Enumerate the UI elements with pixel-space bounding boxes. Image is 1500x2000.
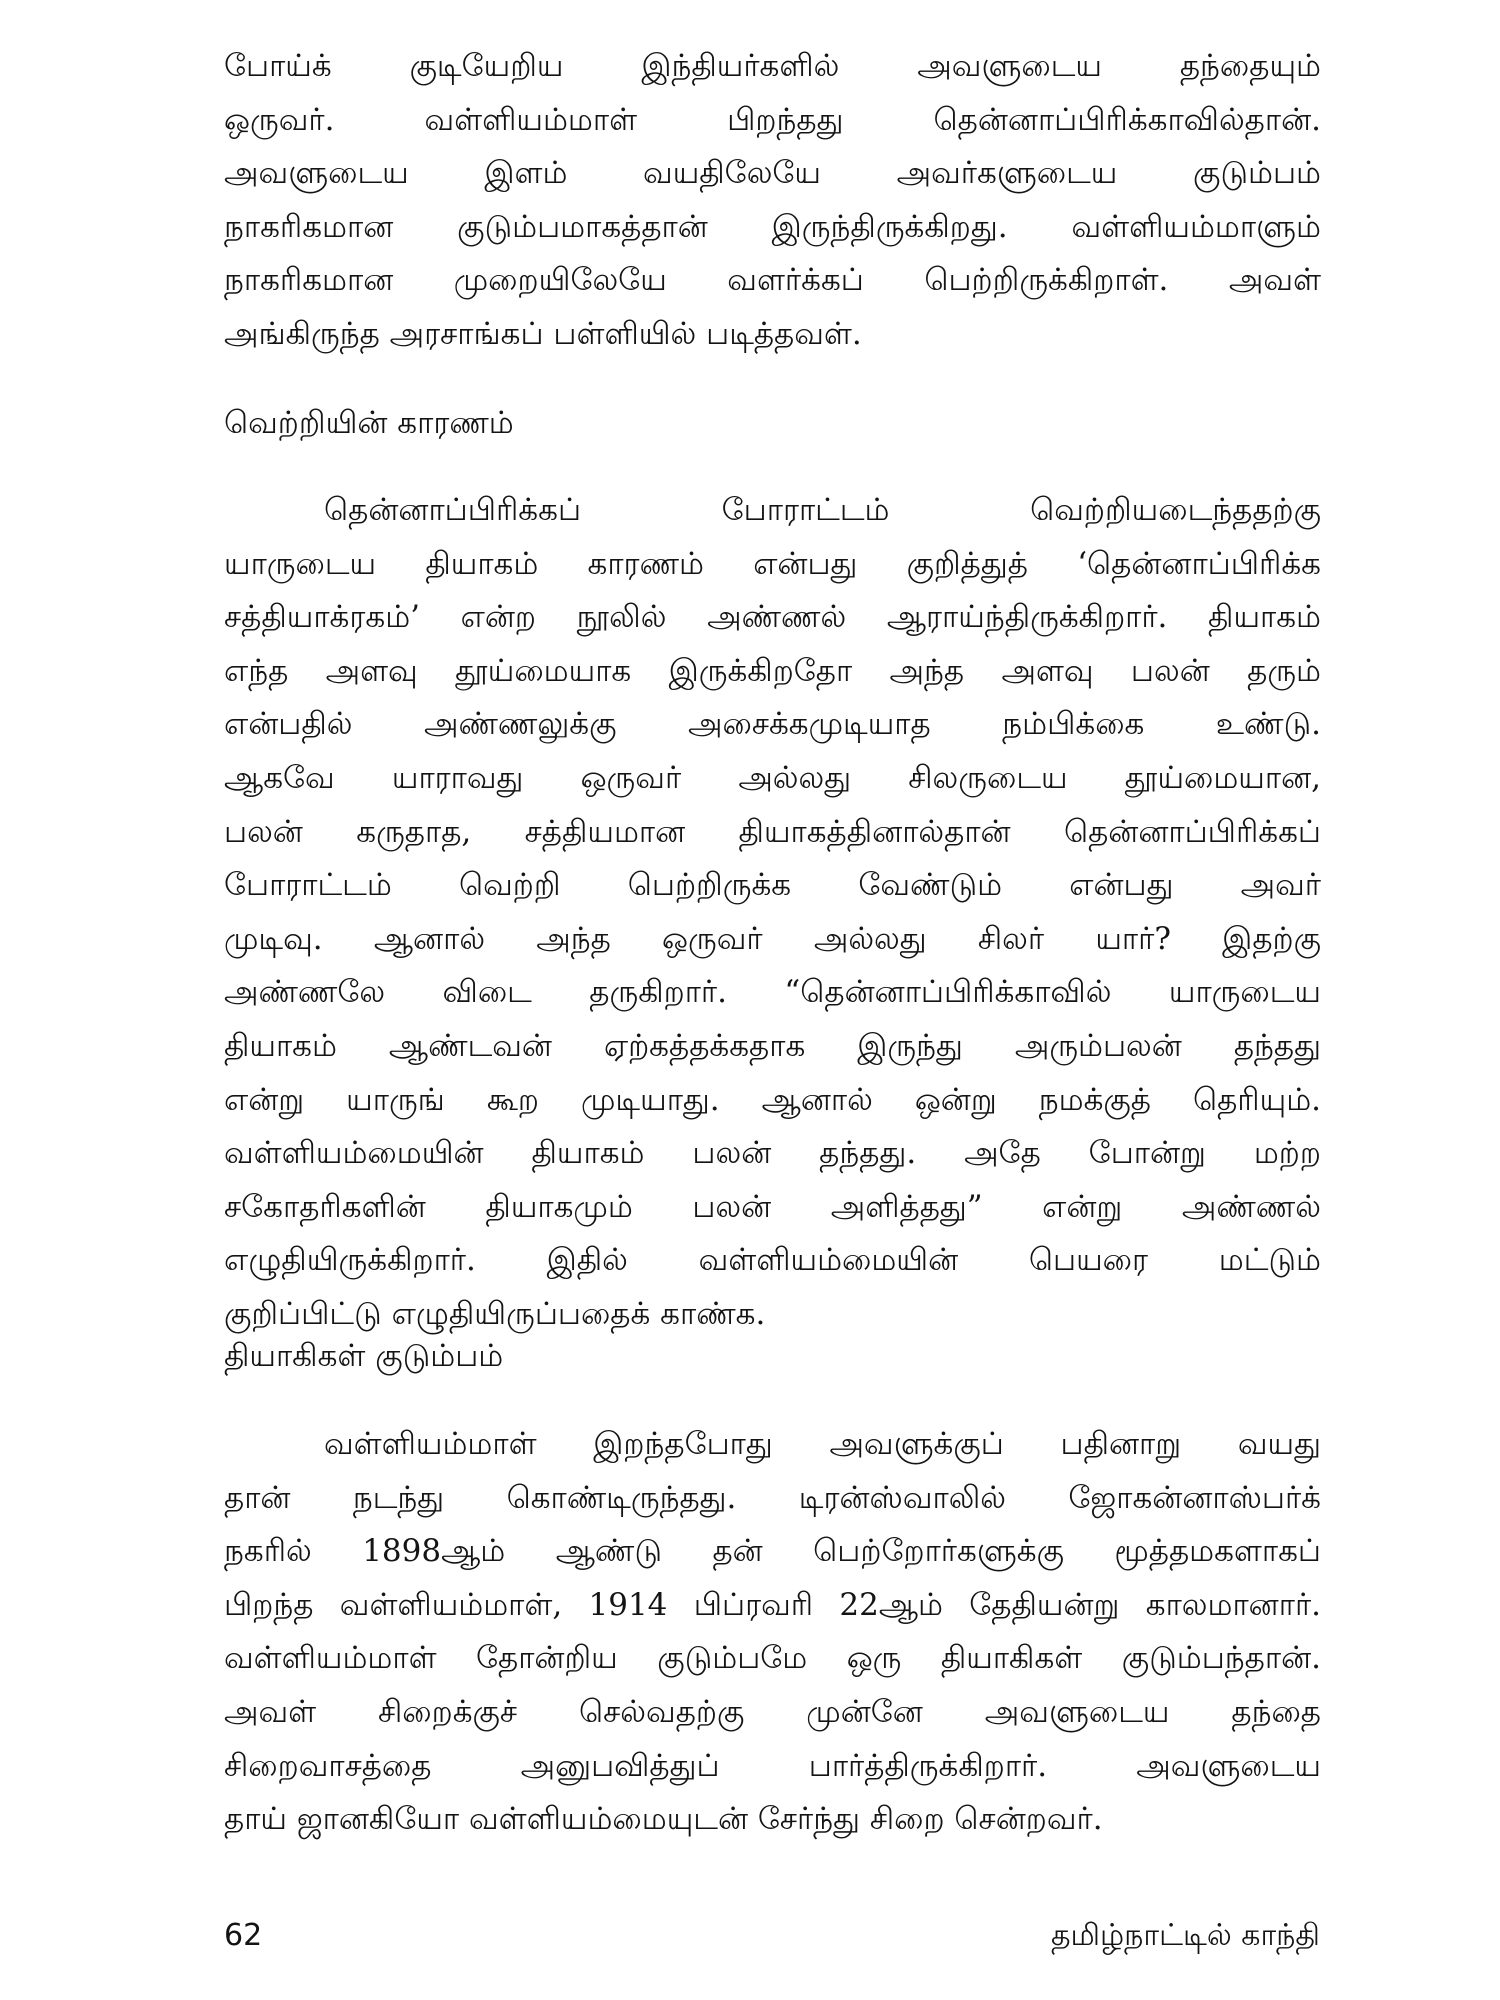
text-line: என்பதில் அண்ணலுக்கு அசைக்கமுடியாத நம்பிக்கை உண்டு. [224, 706, 1321, 743]
paragraph-family-of-martyrs [224, 1418, 1321, 1847]
text-line: அவள் சிறைக்குச் செல்வதற்கு முன்னே அவளுடைய தந்தை [224, 1693, 1321, 1730]
text-line: முடிவு. ஆனால் அந்த ஒருவர் அல்லது சிலர் யார்? இதற்கு [224, 920, 1321, 957]
text-line: அண்ணலே விடை தருகிறார். “தென்னாப்பிரிக்காவில் யாருடைய [224, 974, 1321, 1011]
text-line: ஒருவர். வள்ளியம்மாள் பிறந்தது தென்னாப்பிரிக்காவில்தான். [224, 101, 1321, 138]
text-line: போராட்டம் வெற்றி பெற்றிருக்க வேண்டும் என்பது அவர் [224, 867, 1321, 904]
text-line: சத்தியாக்ரகம்’ என்ற நூலில் அண்ணல் ஆராய்ந்திருக்கிறார். தியாகம் [224, 599, 1321, 636]
paragraph-intro [224, 40, 1321, 362]
text-line: யாருடைய தியாகம் காரணம் என்பது குறித்துத் ‘தென்னாப்பிரிக்க [224, 545, 1321, 582]
text-line: வள்ளியம்மையின் தியாகம் பலன் தந்தது. அதே போன்று மற்ற [224, 1135, 1321, 1172]
text-line: வள்ளியம்மாள் தோன்றிய குடும்பமே ஒரு தியாகிகள் குடும்பந்தான். [224, 1640, 1321, 1677]
text-line: தென்னாப்பிரிக்கப் போராட்டம் வெற்றியடைந்ததற்கு [324, 492, 1321, 528]
text-line: நாகரிகமான முறையிலேயே வளர்க்கப் பெற்றிருக்கிறாள். அவள் [224, 262, 1321, 299]
text-line: எந்த அளவு தூய்மையாக இருக்கிறதோ அந்த அளவு பலன் தரும் [224, 652, 1321, 689]
paragraph-reason-for-victory [224, 484, 1321, 1342]
book-title-footer: தமிழ்நாட்டில் காந்தி [1050, 1918, 1320, 1953]
text-line: அங்கிருந்த அரசாங்கப் பள்ளியில் படித்தவள். [224, 315, 862, 352]
text-line: நகரில் 1898ஆம் ஆண்டு தன் பெற்றோர்களுக்கு மூத்தமகளாகப் [224, 1533, 1321, 1570]
section-heading-reason-for-victory: வெற்றியின் காரணம் [224, 405, 514, 441]
text-line: சகோதரிகளின் தியாகமும் பலன் அளித்தது” என்று அண்ணல் [224, 1188, 1321, 1225]
text-line: வள்ளியம்மாள் இறந்தபோது அவளுக்குப் பதினாறு வயது [324, 1426, 1321, 1462]
text-line: எழுதியிருக்கிறார். இதில் வள்ளியம்மையின் பெயரை மட்டும் [224, 1242, 1321, 1279]
text-line: ஆகவே யாராவது ஒருவர் அல்லது சிலருடைய தூய்மையான, [224, 759, 1321, 796]
text-line: தான் நடந்து கொண்டிருந்தது. டிரன்ஸ்வாலில் ஜோகன்னாஸ்பர்க் [224, 1479, 1321, 1516]
text-line: பிறந்த வள்ளியம்மாள், 1914 பிப்ரவரி 22ஆம் தேதியன்று காலமானார். [224, 1586, 1321, 1623]
text-line: நாகரிகமான குடும்பமாகத்தான் இருந்திருக்கிறது. வள்ளியம்மாளும் [224, 208, 1321, 245]
section-heading-family-of-martyrs: தியாகிகள் குடும்பம் [224, 1338, 504, 1374]
text-line: பலன் கருதாத, சத்தியமான தியாகத்தினால்தான் தென்னாப்பிரிக்கப் [224, 813, 1321, 850]
text-line: சிறைவாசத்தை அனுபவித்துப் பார்த்திருக்கிறார். அவளுடைய [224, 1747, 1321, 1784]
text-line: குறிப்பிட்டு எழுதியிருப்பதைக் காண்க. [224, 1295, 766, 1332]
text-line: அவளுடைய இளம் வயதிலேயே அவர்களுடைய குடும்பம் [224, 155, 1321, 192]
text-line: தியாகம் ஆண்டவன் ஏற்கத்தக்கதாக இருந்து அரும்பலன் தந்தது [224, 1027, 1321, 1064]
page-number: 62 [224, 1918, 263, 1953]
text-line: தாய் ஜானகியோ வள்ளியம்மையுடன் சேர்ந்து சிறை சென்றவர். [224, 1801, 1103, 1838]
text-line: போய்க் குடியேறிய இந்தியர்களில் அவளுடைய தந்தையும் [224, 48, 1321, 84]
text-line: என்று யாருங் கூற முடியாது. ஆனால் ஒன்று நமக்குத் தெரியும். [224, 1081, 1321, 1118]
